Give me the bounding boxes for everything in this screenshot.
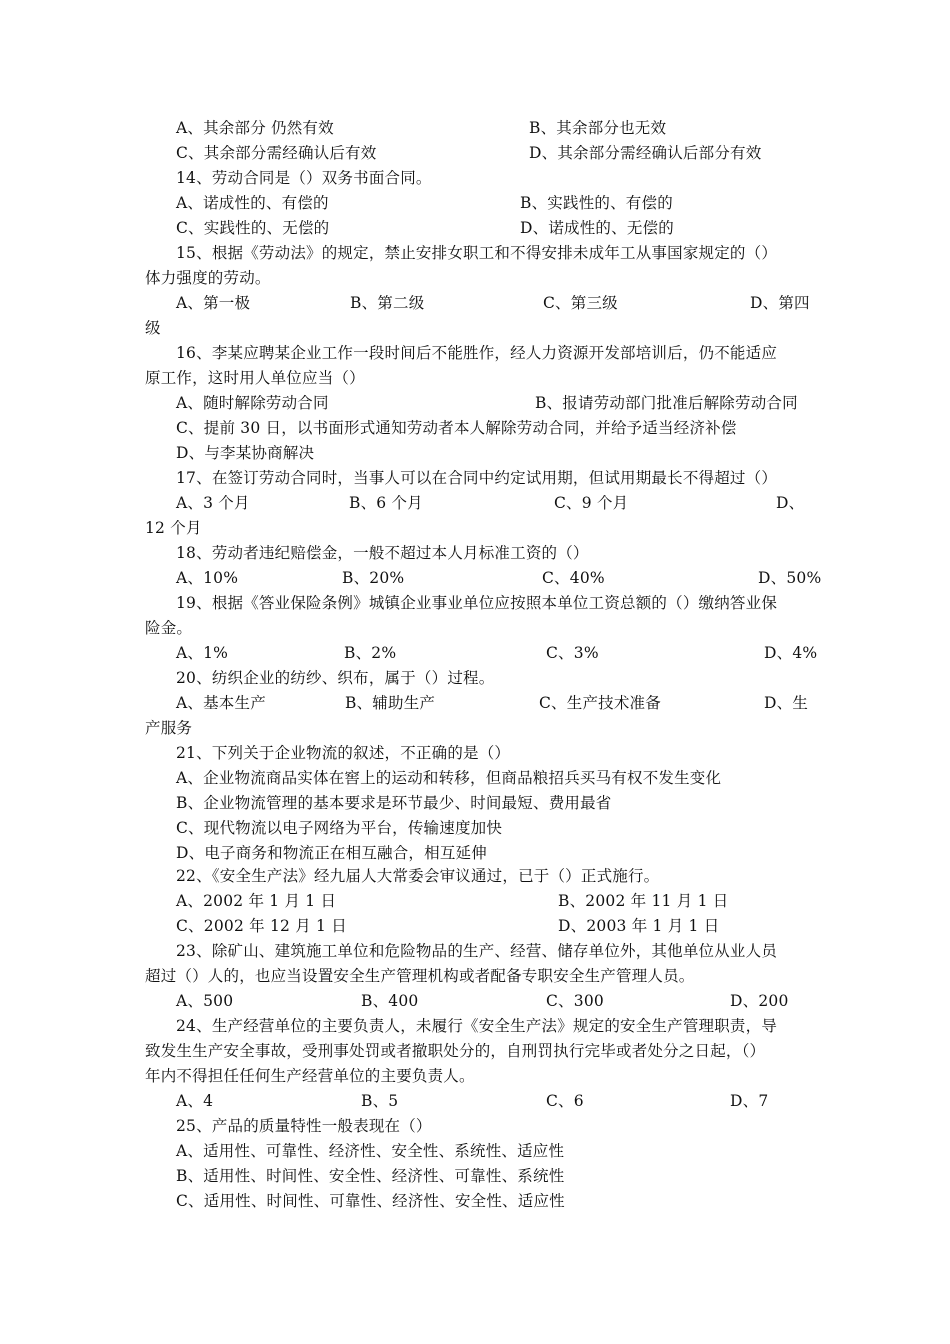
q21-question: 21、下列关于企业物流的叙述，不正确的是（） — [176, 744, 511, 762]
q14-question: 14、劳动合同是（）双务书面合同。 — [176, 169, 432, 187]
q21-option-c: C、现代物流以电子网络为平台，传输速度加快 — [176, 819, 503, 837]
q24-option-c: C、6 — [546, 1092, 584, 1110]
q25-option-b: B、适用性、时间性、安全性、经济性、可靠性、系统性 — [176, 1167, 565, 1185]
q20-option-wrap: 产服务 — [145, 719, 193, 737]
q21-option-d: D、电子商务和物流正在相互融合，相互延伸 — [176, 844, 487, 862]
q22-question: 22、《安全生产法》经九届人大常委会审议通过，已于（）正式施行。 — [176, 867, 660, 885]
q16-option-b: B、报请劳动部门批准后解除劳动合同 — [535, 394, 798, 412]
q20-option-a: A、基本生产 — [176, 694, 266, 712]
q14-option-c: C、实践性的、无偿的 — [176, 219, 330, 237]
q24-option-d: D、7 — [730, 1092, 769, 1110]
q23-option-d: D、200 — [730, 992, 789, 1010]
q23-option-c: C、300 — [546, 992, 604, 1010]
q20-option-c: C、生产技术准备 — [539, 694, 661, 712]
q24-option-a: A、4 — [176, 1092, 214, 1110]
q17-option-a: A、3 个月 — [176, 494, 250, 512]
q15-option-wrap: 级 — [145, 319, 161, 337]
q21-option-b: B、企业物流管理的基本要求是环节最少、时间最短、费用最省 — [176, 794, 612, 812]
q16-option-c: C、提前 30 日，以书面形式通知劳动者本人解除劳动合同，并给予适当经济补偿 — [176, 419, 737, 437]
q18-question: 18、劳动者违纪赔偿金，一般不超过本人月标准工资的（） — [176, 544, 589, 562]
q19-question-line1: 19、根据《答业保险条例》城镇企业事业单位应按照本单位工资总额的（）缴纳答业保 — [176, 594, 778, 612]
q18-option-a: A、10% — [176, 569, 239, 587]
q16-question-line2: 原工作，这时用人单位应当（） — [145, 369, 365, 387]
q24-question-line1: 24、生产经营单位的主要负责人，未履行《安全生产法》规定的安全生产管理职责，导 — [176, 1017, 778, 1035]
q17-option-c: C、9 个月 — [554, 494, 629, 512]
q19-option-a: A、1% — [176, 644, 229, 662]
q17-option-b: B、6 个月 — [349, 494, 423, 512]
q13-option-d: D、其余部分需经确认后部分有效 — [529, 144, 762, 162]
q15-option-d: D、第四 — [750, 294, 810, 312]
q22-option-c: C、2002 年 12 月 1 日 — [176, 917, 347, 935]
q20-option-d: D、生 — [764, 694, 809, 712]
q13-option-b: B、其余部分也无效 — [529, 119, 667, 137]
q19-option-b: B、2% — [344, 644, 397, 662]
q24-question-line2: 致发生生产安全事故，受刑事处罚或者撤职处分的，自刑罚执行完毕或者处分之日起，（） — [145, 1042, 766, 1060]
q16-option-a: A、随时解除劳动合同 — [176, 394, 329, 412]
q14-option-d: D、诺成性的、无偿的 — [520, 219, 674, 237]
q15-option-c: C、第三级 — [543, 294, 618, 312]
q22-option-a: A、2002 年 1 月 1 日 — [176, 892, 337, 910]
q14-option-a: A、诺成性的、有偿的 — [176, 194, 329, 212]
q24-option-b: B、5 — [361, 1092, 399, 1110]
q25-question: 25、产品的质量特性一般表现在（） — [176, 1117, 432, 1135]
q18-option-b: B、20% — [342, 569, 405, 587]
q23-question-line1: 23、除矿山、建筑施工单位和危险物品的生产、经营、储存单位外，其他单位从业人员 — [176, 942, 778, 960]
q13-option-a: A、其余部分 仍然有效 — [176, 119, 334, 137]
q25-option-a: A、适用性、可靠性、经济性、安全性、系统性、适应性 — [176, 1142, 565, 1160]
q23-option-b: B、400 — [361, 992, 419, 1010]
q23-question-line2: 超过（）人的，也应当设置安全生产管理机构或者配备专职安全生产管理人员。 — [145, 967, 695, 985]
q22-option-d: D、2003 年 1 月 1 日 — [558, 917, 720, 935]
q20-option-b: B、辅助生产 — [345, 694, 436, 712]
q17-option-d: D、 — [776, 494, 805, 512]
q16-option-d: D、与李某协商解决 — [176, 444, 315, 462]
q18-option-d: D、50% — [758, 569, 822, 587]
q13-option-c: C、其余部分需经确认后有效 — [176, 144, 377, 162]
q17-question: 17、在签订劳动合同时，当事人可以在合同中约定试用期，但试用期最长不得超过（） — [176, 469, 778, 487]
q17-option-wrap: 12 个月 — [145, 519, 202, 537]
q18-option-c: C、40% — [542, 569, 605, 587]
q19-option-c: C、3% — [546, 644, 599, 662]
q25-option-c: C、适用性、时间性、可靠性、经济性、安全性、适应性 — [176, 1192, 565, 1210]
q22-option-b: B、2002 年 11 月 1 日 — [558, 892, 729, 910]
q20-question: 20、纺织企业的纺纱、织布，属于（）过程。 — [176, 669, 495, 687]
q15-option-a: A、第一极 — [176, 294, 251, 312]
q14-option-b: B、实践性的、有偿的 — [520, 194, 673, 212]
q15-question-line1: 15、根据《劳动法》的规定，禁止安排女职工和不得安排未成年工从事国家规定的（） — [176, 244, 778, 262]
q15-question-line2: 体力强度的劳动。 — [145, 269, 271, 287]
q23-option-a: A、500 — [176, 992, 234, 1010]
q21-option-a: A、企业物流商品实体在窖上的运动和转移，但商品粮招兵买马有权不发生变化 — [176, 769, 722, 787]
q15-option-b: B、第二级 — [350, 294, 425, 312]
q16-question-line1: 16、李某应聘某企业工作一段时间后不能胜作，经人力资源开发部培训后，仍不能适应 — [176, 344, 778, 362]
q19-option-d: D、4% — [764, 644, 818, 662]
q24-question-line3: 年内不得担任任何生产经营单位的主要负责人。 — [145, 1067, 475, 1085]
q19-question-line2: 险金。 — [145, 619, 193, 637]
